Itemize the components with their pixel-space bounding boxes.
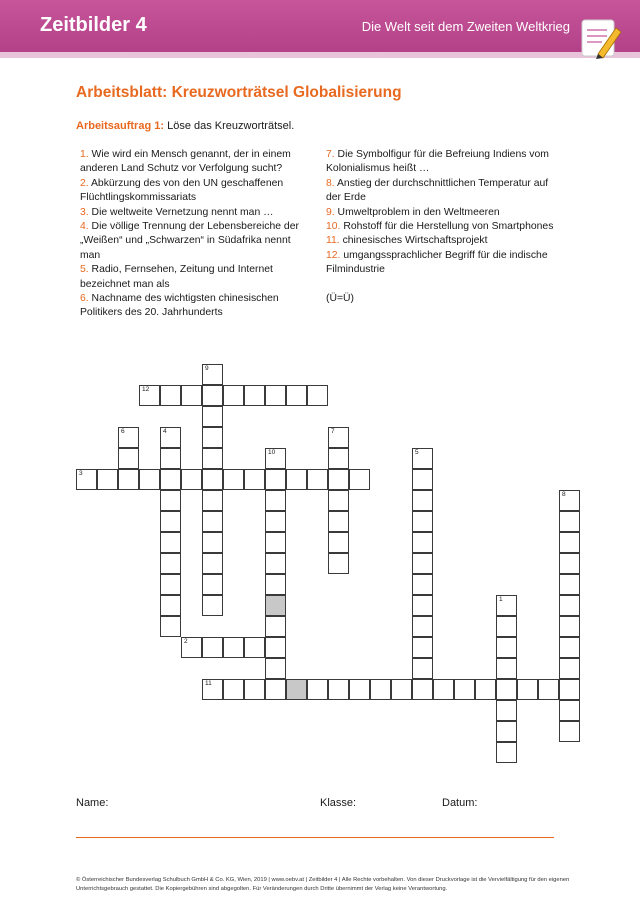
crossword-cell[interactable] [244,469,265,490]
crossword-cell[interactable] [496,721,517,742]
crossword-cell[interactable] [202,364,223,385]
crossword-cell[interactable] [559,595,580,616]
cell-number: 2 [184,638,188,645]
cell-number: 10 [268,449,276,456]
clue-3: 3. Die weltweite Vernetzung nennt man … [80,206,274,218]
brand-title: Zeitbilder 4 [40,14,147,36]
crossword-cell[interactable] [412,511,433,532]
crossword-cell[interactable] [118,469,139,490]
crossword-cell[interactable] [139,469,160,490]
crossword-cell[interactable] [328,511,349,532]
crossword-cell[interactable] [223,469,244,490]
crossword-cell[interactable] [181,637,202,658]
crossword-cell[interactable] [160,553,181,574]
crossword-cell[interactable] [118,448,139,469]
crossword-cell[interactable] [349,679,370,700]
page-title: Arbeitsblatt: Kreuzworträtsel Globalisierung [76,84,402,101]
crossword-cell[interactable] [391,679,412,700]
crossword-cell[interactable] [181,385,202,406]
crossword-cell[interactable] [160,427,181,448]
crossword-cell[interactable] [517,679,538,700]
crossword-cell[interactable] [202,553,223,574]
crossword-cell[interactable] [160,448,181,469]
crossword-cell[interactable] [160,574,181,595]
crossword-cell[interactable] [412,553,433,574]
task-text: Löse das Kreuzworträtsel. [164,120,295,132]
crossword-cell[interactable] [265,511,286,532]
crossword-cell[interactable] [265,553,286,574]
crossword-cell[interactable] [433,679,454,700]
crossword-cell[interactable] [349,469,370,490]
crossword-cell[interactable] [97,469,118,490]
crossword-cell[interactable] [160,490,181,511]
crossword-cell[interactable] [475,679,496,700]
crossword-cell[interactable] [244,637,265,658]
crossword-cell[interactable] [412,532,433,553]
crossword-cell[interactable] [370,679,391,700]
crossword-cell[interactable] [328,448,349,469]
cell-number: 6 [121,428,125,435]
clue-5: 5. Radio, Fernsehen, Zeitung und Internet bezeichnet man als [80,264,273,290]
clue-6: 6. Nachname des wichtigsten chinesischen Politikers des 20. Jahrhunderts [80,293,279,319]
crossword-cell[interactable] [559,532,580,553]
crossword-cell[interactable] [559,679,580,700]
crossword-cell[interactable] [286,679,307,700]
crossword-cell[interactable] [454,679,475,700]
crossword-cell[interactable] [265,679,286,700]
crossword-cell[interactable] [412,658,433,679]
crossword-cell[interactable] [160,595,181,616]
crossword-cell[interactable] [412,679,433,700]
crossword-cell[interactable] [223,637,244,658]
name-label: Name: [76,797,109,809]
crossword-cell[interactable] [328,679,349,700]
crossword-cell[interactable] [265,532,286,553]
crossword-cell[interactable] [202,679,223,700]
crossword-cell[interactable] [202,637,223,658]
crossword-cell[interactable] [496,637,517,658]
crossword-cell[interactable] [328,469,349,490]
crossword-cell[interactable] [202,385,223,406]
umlaut-note: (Ü=Ü) [326,292,354,304]
crossword-cell[interactable] [118,427,139,448]
cell-number: 3 [79,470,83,477]
date-label: Datum: [442,797,478,809]
crossword-cell[interactable] [265,595,286,616]
crossword-cell[interactable] [286,469,307,490]
crossword-cell[interactable] [265,658,286,679]
crossword-cell[interactable] [412,490,433,511]
crossword-cell[interactable] [496,679,517,700]
crossword-cell[interactable] [202,469,223,490]
crossword-cell[interactable] [307,385,328,406]
crossword-cell[interactable] [559,637,580,658]
crossword-cell[interactable] [202,511,223,532]
crossword-cell[interactable] [160,532,181,553]
cell-number: 7 [331,428,335,435]
crossword-cell[interactable] [412,469,433,490]
cell-number: 1 [499,596,503,603]
crossword-cell[interactable] [202,406,223,427]
crossword-cell[interactable] [559,490,580,511]
crossword-cell[interactable] [559,721,580,742]
clue-11: 11. chinesisches Wirtschaftsprojekt [326,235,488,247]
crossword-cell[interactable] [160,511,181,532]
crossword-cell[interactable] [412,448,433,469]
crossword-cell[interactable] [160,469,181,490]
crossword-cell[interactable] [160,385,181,406]
crossword-cell[interactable] [496,658,517,679]
crossword-cell[interactable] [139,385,160,406]
crossword-cell[interactable] [223,385,244,406]
crossword-cell[interactable] [559,553,580,574]
cell-number: 8 [562,491,566,498]
clue-12: 12. umgangssprachlicher Begriff für die indische Filmindustrie [326,249,548,276]
crossword-cell[interactable] [244,679,265,700]
crossword-cell[interactable] [412,595,433,616]
crossword-cell[interactable] [559,658,580,679]
clue-9: 9. Umweltproblem in den Weltmeeren [326,206,500,218]
crossword-cell[interactable] [496,616,517,637]
book-subtitle: Die Welt seit dem Zweiten Weltkrieg [361,19,570,34]
crossword-cell[interactable] [307,469,328,490]
crossword-cell[interactable] [496,742,517,763]
crossword-cell[interactable] [202,574,223,595]
cell-number: 12 [142,386,150,393]
crossword-cell[interactable] [307,679,328,700]
crossword-cell[interactable] [265,469,286,490]
crossword-cell[interactable] [265,574,286,595]
crossword-cell[interactable] [181,469,202,490]
crossword-cell[interactable] [265,490,286,511]
crossword-cell[interactable] [559,511,580,532]
crossword-cell[interactable] [265,448,286,469]
crossword-cell[interactable] [223,679,244,700]
crossword-cell[interactable] [328,490,349,511]
crossword-cell[interactable] [328,553,349,574]
cell-number: 5 [415,449,419,456]
clue-2: 2. Abkürzung des von den UN geschaffenen Flüchtlingskommissariats [80,177,284,204]
clue-1: 1. Wie wird ein Mensch genannt, der in einem anderen Land Schutz vor Verfolgung sucht? [80,149,291,175]
clue-8: 8. Anstieg der durchschnittlichen Temperatur auf der Erde [326,177,549,204]
crossword-cell[interactable] [265,616,286,637]
signature-line [76,837,554,838]
cell-number: 9 [205,365,209,372]
crossword-cell[interactable] [202,490,223,511]
crossword-cell[interactable] [286,385,307,406]
crossword-cell[interactable] [76,469,97,490]
clue-7: 7. Die Symbolfigur für die Befreiung Indiens vom Kolonialismus heißt … [326,149,549,175]
class-label: Klasse: [320,797,357,809]
clue-4: 4. Die völlige Trennung der Lebensbereiche der „Weißen“ und „Schwarzen“ in Südafrika nennt man [80,221,299,261]
crossword-cell[interactable] [412,574,433,595]
crossword-cell[interactable] [265,637,286,658]
crossword-cell[interactable] [538,679,559,700]
crossword-cell[interactable] [559,700,580,721]
crossword-cell[interactable] [412,637,433,658]
cell-number: 11 [205,680,212,687]
crossword-cell[interactable] [202,427,223,448]
crossword-cell[interactable] [244,385,265,406]
crossword-cell[interactable] [496,595,517,616]
crossword-cell[interactable] [202,595,223,616]
crossword-cell[interactable] [202,448,223,469]
crossword-cell[interactable] [202,532,223,553]
cell-number: 4 [163,428,167,435]
task-label: Arbeitsauftrag 1: [76,120,165,132]
crossword-cell[interactable] [160,616,181,637]
crossword-cell[interactable] [559,616,580,637]
crossword-cell[interactable] [328,427,349,448]
crossword-cell[interactable] [265,385,286,406]
crossword-cell[interactable] [496,700,517,721]
crossword-cell[interactable] [328,532,349,553]
copyright-footer: © Österreichischer Bundesverlag Schulbuch GmbH & Co. KG, Wien, 2019 | www.oebv.at | Zeitbilder 4 | Alle Rechte vorbehalten. Von dieser Druckvorlage ist die Vervielfältigung für den eigenen Unterrichtsgebrauch gestattet. Die Kopiergebühren sind abgegolten. Für Veränderungen durch Dritte übernimmt der Verlag keine Verantwortung. [76,877,570,892]
crossword-cell[interactable] [559,574,580,595]
clue-10: 10. Rohstoff für die Herstellung von Smartphones [326,221,554,233]
crossword-cell[interactable] [412,616,433,637]
